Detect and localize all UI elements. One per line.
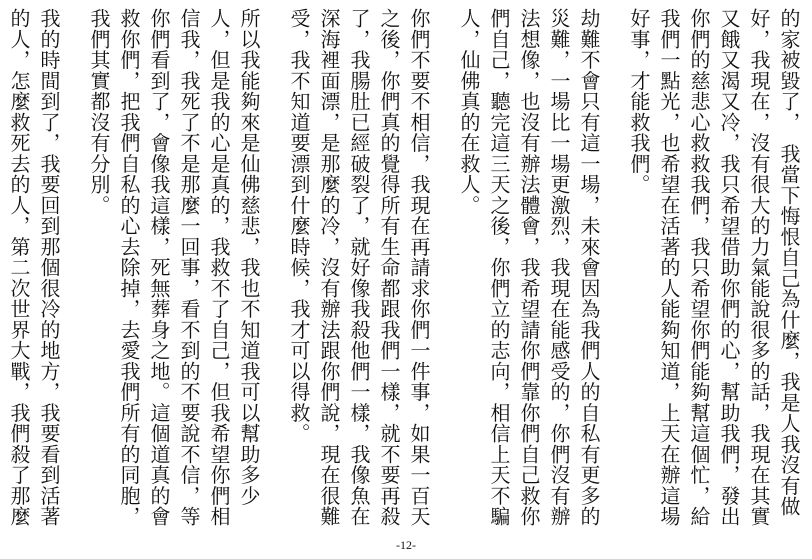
- text-column: 救你們，把我們自私的心去除掉，去愛我們所有的同胞，: [117, 8, 141, 527]
- text-column: 信我，我死了不是那麼一回事，看不到的不要說不信，等: [177, 8, 201, 527]
- text-column: 我們其實都沒有分別。: [87, 8, 111, 216]
- paragraph-gap: [64, 8, 84, 528]
- text-column: 之後，你們真的覺得所有生命都跟我們一樣，就不要再殺: [377, 8, 401, 527]
- text-column: 好，我現在，沒有很大的力氣能說很多的話，我現在其實: [747, 8, 771, 527]
- text-column: 我的時間到了，我要回到那個很冷的地方，我要看到活著: [37, 8, 61, 527]
- page-number: -12-: [396, 538, 416, 552]
- text-column: 了，我腸肚已經破裂了，就好像我殺他們一樣，我像魚在: [347, 8, 371, 527]
- paragraph-gap: [434, 8, 454, 528]
- text-column: 好事，才能救我們。: [627, 8, 651, 195]
- text-column: 受，我不知道要漂到什麼時候，我才可以得救。: [287, 8, 311, 444]
- body-text: [8, 8, 804, 528]
- text-column: 所以我能夠來是仙佛慈悲，我也不知道我可以幫助多少: [237, 8, 261, 506]
- text-column: 法想像，也沒有辦法體會，我希望請你們靠你們自己救你: [517, 8, 541, 527]
- text-column: 我們一點光，也希望在活著的人能夠知道，上天在辦這場: [657, 8, 681, 527]
- text-column: 們自己，聽完這三天之後，你們立的志向，相信上天不騙: [487, 8, 511, 527]
- text-column: 深海裡面漂，是那麼的冷，沒有辦法跟你們說，現在很難: [317, 8, 341, 527]
- text-column: 你們的慈悲心救救我們，我只希望你們能夠幫這個忙，給: [687, 8, 711, 527]
- text-column: 的人，怎麼救死去的人，第二次世界大戰，我們殺了那麼: [7, 8, 31, 527]
- paragraph-gap: [264, 8, 284, 528]
- text-column: 你們看到了，會像我這樣，死無葬身之地。這個道真的會: [147, 8, 171, 527]
- text-column: 又餓又渴又冷，我只希望借助你們的心，幫助我們，發出: [717, 8, 741, 527]
- paragraph-gap: [604, 8, 624, 528]
- vertical-text-columns: [0, 8, 804, 528]
- text-column: 人，但是我的心是真的，我救不了自己，但我希望你們相: [207, 8, 231, 527]
- text-column: 災難，一場比一場更激烈，我現在能感受的，你們沒有辦: [547, 8, 571, 527]
- text-column: 你們不要不相信，我現在再請求你們一件事，如果一百天: [407, 8, 431, 527]
- text-column: 劫難不會只有這一場，未來會因為我們人的自私有更多的: [577, 8, 601, 527]
- text-column: 人，仙佛真的在救人。: [457, 8, 481, 216]
- text-column: 的家被毀了， 我當下悔恨自己為什麼，我是人我沒有做: [777, 8, 801, 517]
